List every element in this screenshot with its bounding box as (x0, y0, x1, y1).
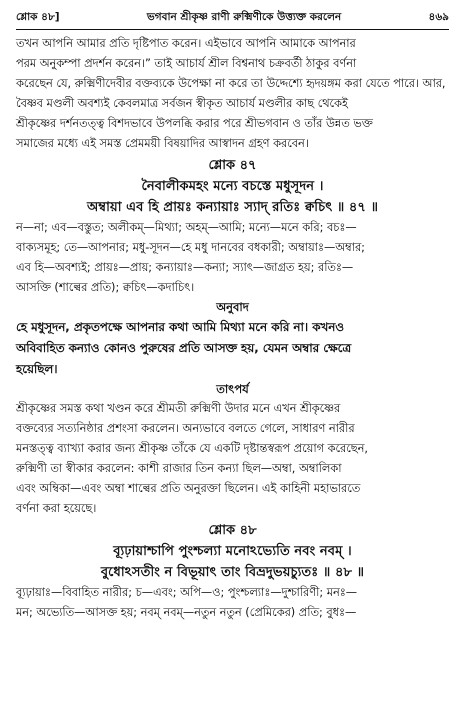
synonym-line: ন—না; এব—বস্তুত; অলীকম্—মিথ্যা; অহম্—আমি; মন্যে—মনে করি; বচঃ— (16, 221, 357, 234)
purport-line: রুক্মিণী তা স্বীকার করলেন: কাশী রাজার তিন কন্যা ছিল—অম্বা, অম্বালিকা (16, 462, 342, 475)
verse-48-line: ব্যূঢ়ায়াশ্চাপি পুংশ্চল্যা মনোঽভ্যেতি নবং নবম্ । (113, 544, 352, 559)
translation-heading: অনুবাদ (216, 300, 249, 314)
intro-line: বৈষ্ণব মণ্ডলী অবশ্যই কেবলমাত্র সর্বজন স্বীকৃত আচার্য মণ্ডলীর কাছ থেকেই (16, 97, 348, 110)
purport-line: বর্ণনা করা হয়েছে। (16, 502, 97, 515)
purport-line: এবং অম্বিকা—এবং অম্বা শাল্বের প্রতি অনুরক্তা ছিলেন। এই কাহিনী মহাভারতে (16, 482, 361, 495)
purport-line: বক্তব্যের সত্যনিষ্ঠার প্রশংসা করলেন। অন্যভাবে বলতে গেলে, সাধারণ নারীর (16, 422, 355, 435)
intro-paragraph (16, 34, 449, 154)
translation-line: অবিবাহিত কন্যাও কোনও পুরুষের প্রতি আসক্ত হয়, যেমন অম্বার ক্ষেত্রে (16, 341, 352, 355)
synonym-line: এব হি—অবশ্যই; প্রায়ঃ—প্রায়; কন্যায়াঃ—কন্যা; স্যাৎ—জাগ্রত হয়; রতিঃ— (16, 261, 354, 274)
intro-line: শ্রীকৃষ্ণের দর্শনতত্ত্ব বিশদভাবে উপলব্ধি করার পরে শ্রীভগবান ও তাঁর উন্নত ভক্ত (16, 117, 373, 130)
verse-48-heading: শ্লোক ৪৮ (208, 523, 257, 538)
verse-47-purport (16, 399, 449, 519)
verse-47-line: নৈবালীকমহং মন্যে বচস্তে মধুসূদন । (141, 179, 324, 194)
intro-line: তখন আপনি আমার প্রতি দৃষ্টিপাত করেন। এইভাবে আপনি আমাকে আপনার (16, 37, 356, 50)
verse-47-heading: শ্লোক ৪৭ (208, 158, 257, 173)
translation-line: হয়েছিল। (16, 362, 58, 376)
verse-reference: শ্লোক ৪৮] (16, 10, 60, 23)
verse-48-synonyms (16, 583, 449, 623)
synonym-line: আসক্তি (শাল্বের প্রতি); ক্বচিৎ—কদাচিৎ। (16, 281, 195, 294)
page-number: ৪৬৯ (428, 10, 449, 23)
header-rule (16, 29, 449, 30)
intro-line: করেছেন যে, রুক্মিণীদেবীর বক্তব্যকে উপেক্ষা না করে তা উদ্দেশ্যে হৃদয়ঙ্গম করা যেতে পারে। আর, (16, 77, 446, 90)
page-header (16, 8, 449, 28)
synonym-line: বাক্যসমূহ; তে—আপনার; মধু-সূদন—হে মধু দানবের বধকারী; অম্বায়াঃ—অম্বার; (16, 241, 365, 254)
verse-47-synonyms (16, 218, 449, 298)
running-title: ভগবান শ্রীকৃষ্ণ রাণী রুক্মিণীকে উত্ত্যক্ত করলেন (146, 10, 342, 23)
synonym-line: মন; অভ্যেতি—আসক্ত হয়; নবম্ নবম্—নতুন নতুন (প্রেমিকের) প্রতি; বুধঃ— (16, 606, 357, 619)
verse-47-line: অম্বায়া এব হি প্রায়ঃ কন্যায়াঃ স্যাদ্ রতিঃ ক্বচিৎ ॥ ৪৭ ॥ (86, 200, 379, 215)
translation-line: হে মধুসূদন, প্রকৃতপক্ষে আপনার কথা আমি মিথ্যা মনে করি না। কখনও (16, 320, 344, 334)
verse-47-translation (16, 317, 449, 380)
intro-line: সমাজের মধ্যে এই সমস্ত প্রেমময়ী বিষয়াদির আস্বাদন গ্রহণ করবেন। (16, 137, 309, 150)
synonym-line: ব্যূঢ়ায়াঃ—বিবাহিত নারীর; চ—এবং; অপি—ও; পুংশ্চল্যাঃ—দুশ্চারিণী; মনঃ— (16, 586, 358, 599)
intro-line: পরম অনুকম্পা প্রদর্শন করেন।” তাই আচার্য শ্রীল বিশ্বনাথ চক্রবর্তী ঠাকুর বর্ণনা (16, 57, 357, 70)
purport-heading: তাৎপর্য (216, 382, 249, 396)
purport-line: মনস্তত্ত্ব ব্যাখ্যা করার জন্য শ্রীকৃষ্ণ তাঁকে যে একটি দৃষ্টান্তস্বরূপ প্রয়োগ করেছেন, (16, 442, 368, 455)
verse-48-line: বুধোঽসতীং ন বিভূয়াৎ তাং বিভ্রদুভয়চ্যুতঃ ॥ ৪৮ ॥ (100, 565, 365, 580)
purport-line: শ্রীকৃষ্ণের সমস্ত কথা খণ্ডন করে শ্রীমতী রুক্মিণী উদার মনে এখন শ্রীকৃষ্ণের (16, 402, 341, 415)
